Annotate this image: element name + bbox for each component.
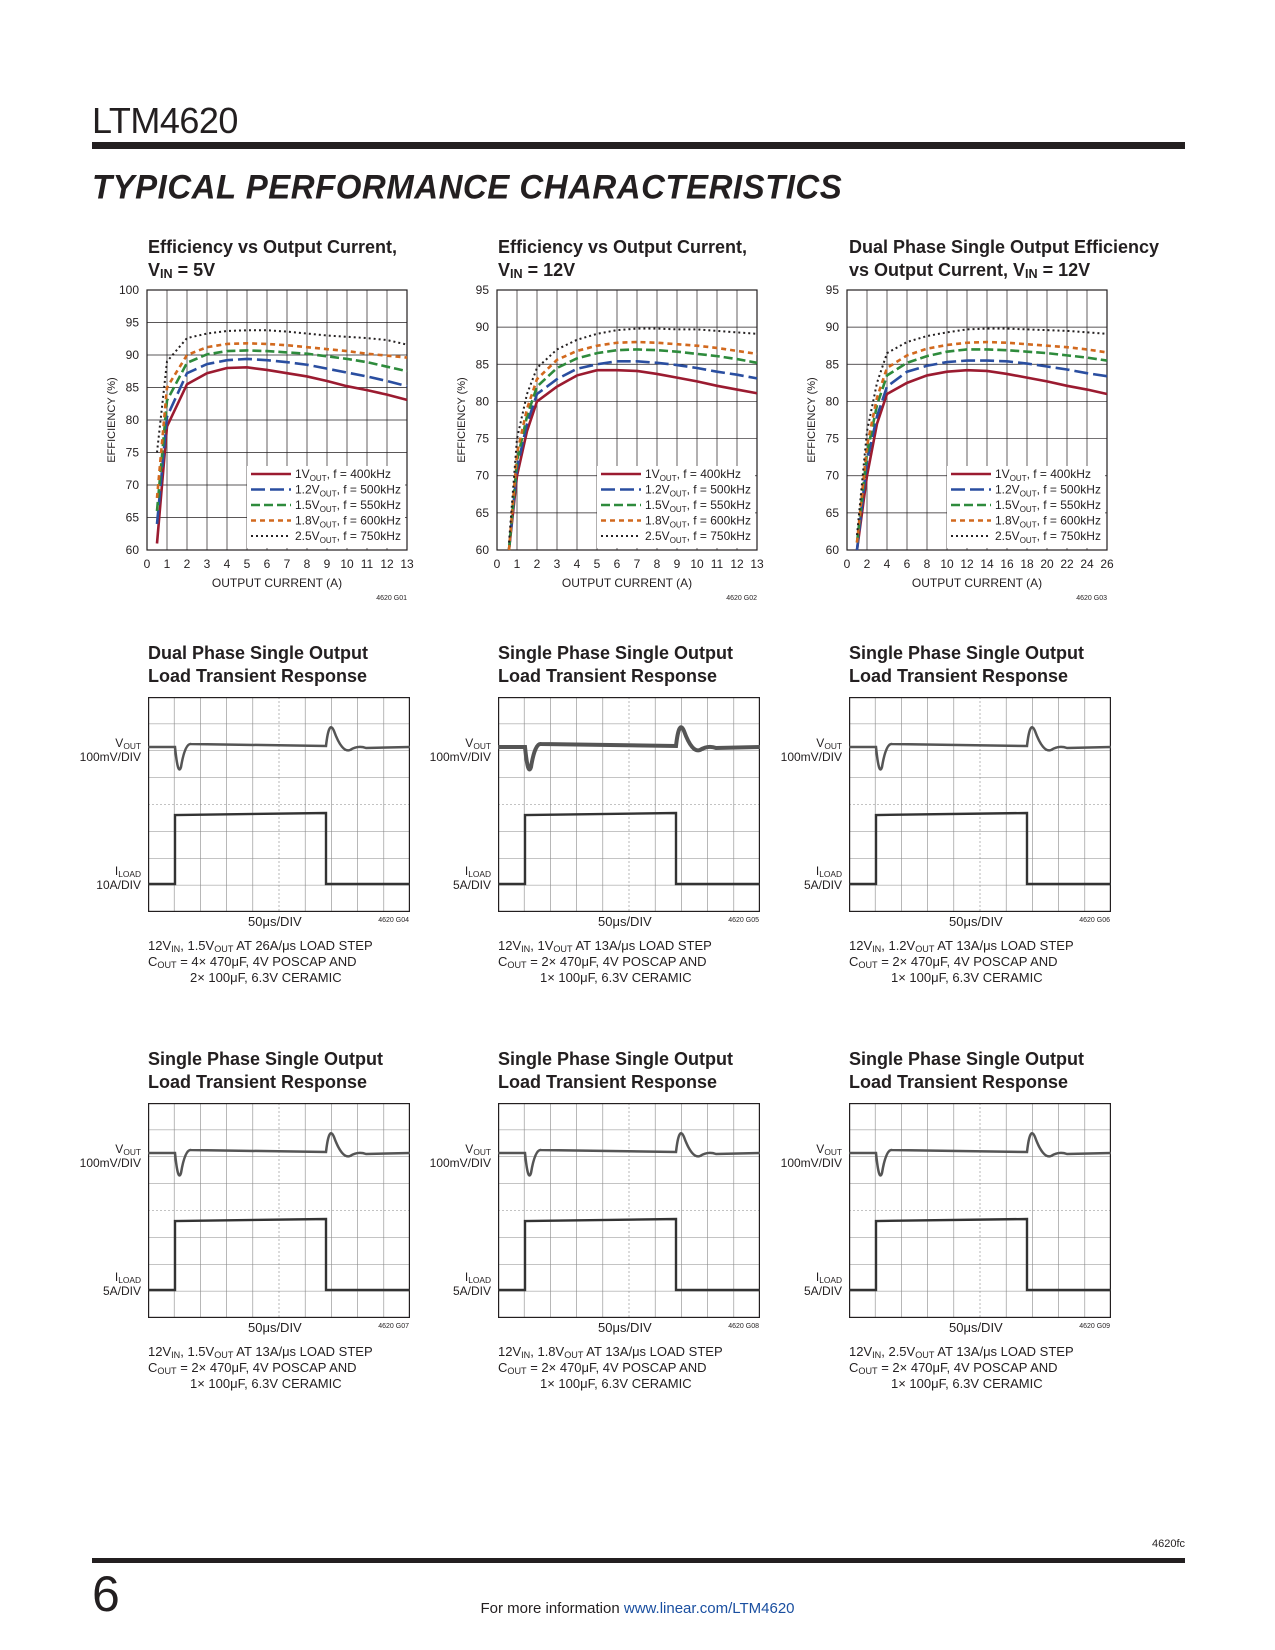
- x-tick-label: 13: [400, 557, 414, 571]
- x-tick-label: 6: [263, 557, 271, 571]
- x-tick-label: 3: [203, 557, 211, 571]
- scope-title-g08: Single Phase Single Output Load Transient Response: [498, 1049, 734, 1092]
- y-tick-label: 75: [125, 445, 139, 460]
- figure-code: 4620 G07: [378, 1323, 409, 1330]
- y-tick-label: 80: [125, 413, 139, 427]
- chart-title-g01: Efficiency vs Output Current, $V_{IN} = 5V$: [148, 237, 398, 281]
- iload-label: $I_{LOAD}$ 5A/DIV: [803, 864, 842, 892]
- y-tick-label: 95: [825, 283, 839, 297]
- y-tick-label: 100: [118, 283, 139, 297]
- footer-info: [0, 1600, 1275, 1617]
- x-axis-label: OUTPUT CURRENT (A): [561, 576, 693, 590]
- timebase-label: 50μs/DIV: [248, 914, 302, 929]
- figure-code: 4620 G03: [1076, 595, 1107, 602]
- x-tick-label: 26: [1100, 557, 1114, 571]
- legend-label: $2.5V_{OUT}$, f = 750kHz: [645, 529, 751, 545]
- x-tick-label: 12: [380, 557, 394, 571]
- y-axis-label: EFFICIENCY (%): [806, 377, 818, 463]
- y-tick-label: 75: [825, 431, 839, 446]
- iload-label: $I_{LOAD}$ 5A/DIV: [803, 1270, 842, 1298]
- scope-title-g05: Single Phase Single Output Load Transient Response: [498, 643, 734, 686]
- legend-label: $2.5V_{OUT}$, f = 750kHz: [995, 529, 1101, 545]
- scope-caption-g07: $12V_{IN}$, $1.5V_{OUT}$ AT 13A/μs LOAD STEP $C_{OUT} = 2\times 470\mu F$, 4V POSCAP AND 1× 100μF, 6.3V CERAMIC: [148, 1344, 373, 1391]
- figure-code: 4620 G08: [728, 1323, 759, 1330]
- legend-label: $1.5V_{OUT}$, f = 550kHz: [995, 498, 1101, 514]
- x-tick-label: 5: [593, 557, 601, 571]
- y-tick-label: 60: [825, 543, 839, 557]
- x-tick-label: 10: [690, 557, 704, 571]
- y-tick-label: 75: [475, 431, 489, 446]
- scope-screen-g05: [498, 697, 760, 912]
- x-tick-label: 0: [143, 557, 151, 571]
- x-tick-label: 8: [303, 557, 311, 571]
- x-tick-label: 10: [340, 557, 354, 571]
- scope-screen-g09: [849, 1103, 1111, 1318]
- scope-caption-g06: $12V_{IN}$, $1.2V_{OUT}$ AT 13A/μs LOAD STEP $C_{OUT} = 2\times 470\mu F$, 4V POSCAP AND 1× 100μF, 6.3V CERAMIC: [849, 938, 1074, 985]
- timebase-label: 50μs/DIV: [949, 1320, 1003, 1335]
- y-tick-label: 80: [825, 394, 839, 409]
- x-tick-label: 6: [613, 557, 621, 571]
- scope-screen-g06: [849, 697, 1111, 912]
- y-axis-label: EFFICIENCY (%): [456, 377, 468, 463]
- figure-code: 4620 G01: [376, 595, 407, 602]
- scope-caption-g09: $12V_{IN}$, $2.5V_{OUT}$ AT 13A/μs LOAD STEP $C_{OUT} = 2\times 470\mu F$, 4V POSCAP AND 1× 100μF, 6.3V CERAMIC: [849, 1344, 1074, 1391]
- x-tick-label: 2: [183, 557, 191, 571]
- x-tick-label: 7: [633, 557, 641, 571]
- y-tick-label: 60: [475, 543, 489, 557]
- x-tick-label: 18: [1020, 557, 1034, 571]
- x-tick-label: 4: [883, 557, 891, 571]
- legend-label: $2.5V_{OUT}$, f = 750kHz: [295, 529, 401, 545]
- x-tick-label: 16: [1000, 557, 1014, 571]
- y-tick-label: 80: [475, 394, 489, 409]
- header-rule: [92, 142, 1185, 149]
- scope-caption-g05: $12V_{IN}$, $1V_{OUT}$ AT 13A/μs LOAD STEP $C_{OUT} = 2\times 470\mu F$, 4V POSCAP AND 1× 100μF, 6.3V CERAMIC: [498, 938, 712, 985]
- figure-code: 4620 G09: [1079, 1323, 1110, 1330]
- x-tick-label: 0: [493, 557, 501, 571]
- legend-label: $1.2V_{OUT}$, f = 500kHz: [645, 482, 751, 499]
- x-tick-label: 8: [653, 557, 661, 571]
- legend-label: $1.8V_{OUT}$, f = 600kHz: [645, 513, 751, 530]
- footer-link[interactable]: www.linear.com/LTM4620: [623, 1600, 795, 1617]
- x-tick-label: 10: [940, 557, 954, 571]
- legend-label: $1V_{OUT}$, f = 400kHz: [995, 467, 1091, 483]
- scope-screen-g04: [148, 697, 410, 912]
- y-tick-label: 90: [825, 320, 839, 335]
- y-tick-label: 65: [125, 510, 139, 525]
- x-tick-label: 4: [573, 557, 581, 571]
- footer-rule: [92, 1558, 1185, 1563]
- scope-screen-g07: [148, 1103, 410, 1318]
- x-tick-label: 1: [513, 557, 521, 571]
- chart-title-g03: Dual Phase Single Output Efficiency vs Output Current, $V_{IN} = 12V$: [849, 237, 1160, 281]
- efficiency-chart-dual-phase: [800, 280, 1130, 610]
- y-tick-label: 95: [475, 283, 489, 297]
- legend-label: $1.5V_{OUT}$, f = 550kHz: [295, 498, 401, 514]
- y-tick-label: 85: [125, 380, 139, 395]
- timebase-label: 50μs/DIV: [248, 1320, 302, 1335]
- scope-title-g09: Single Phase Single Output Load Transient Response: [849, 1049, 1085, 1092]
- figure-code: 4620 G04: [378, 917, 409, 924]
- vout-label: $V_{OUT}$ 100mV/DIV: [79, 1142, 141, 1170]
- x-tick-label: 12: [960, 557, 974, 571]
- figure-code: 4620 G06: [1079, 917, 1110, 924]
- y-tick-label: 85: [825, 357, 839, 372]
- chart-title-g02: Efficiency vs Output Current, $V_{IN} = 12V$: [498, 237, 748, 281]
- y-tick-label: 65: [475, 505, 489, 520]
- vout-label: $V_{OUT}$ 100mV/DIV: [79, 736, 141, 764]
- x-tick-label: 24: [1080, 557, 1094, 571]
- scope-screen-g08: [498, 1103, 760, 1318]
- page-number: 6: [92, 1566, 120, 1622]
- vout-label: $V_{OUT}$ 100mV/DIV: [429, 1142, 491, 1170]
- x-tick-label: 0: [843, 557, 851, 571]
- x-tick-label: 20: [1040, 557, 1054, 571]
- figure-code: 4620 G02: [726, 595, 757, 602]
- legend-label: $1V_{OUT}$, f = 400kHz: [645, 467, 741, 483]
- figure-code: 4620 G05: [728, 917, 759, 924]
- x-tick-label: 11: [360, 557, 374, 571]
- y-tick-label: 90: [125, 348, 139, 362]
- x-tick-label: 8: [923, 557, 931, 571]
- scope-title-g06: Single Phase Single Output Load Transient Response: [849, 643, 1085, 686]
- x-tick-label: 13: [750, 557, 764, 571]
- legend-label: $1.2V_{OUT}$, f = 500kHz: [295, 482, 401, 499]
- x-tick-label: 22: [1060, 557, 1074, 571]
- x-tick-label: 14: [980, 557, 994, 571]
- iload-label: $I_{LOAD}$ 5A/DIV: [452, 864, 491, 892]
- y-tick-label: 70: [475, 468, 489, 483]
- timebase-label: 50μs/DIV: [598, 914, 652, 929]
- x-tick-label: 2: [533, 557, 541, 571]
- x-axis-label: OUTPUT CURRENT (A): [911, 576, 1043, 590]
- iload-label: $I_{LOAD}$ 10A/DIV: [96, 864, 141, 892]
- scope-title-g07: Single Phase Single Output Load Transient Response: [148, 1049, 384, 1092]
- timebase-label: 50μs/DIV: [598, 1320, 652, 1335]
- efficiency-chart-vin-12v: [450, 280, 780, 610]
- x-tick-label: 2: [863, 557, 871, 571]
- scope-title-g04: Dual Phase Single Output Load Transient Response: [148, 643, 369, 686]
- efficiency-chart-vin-5v: [100, 280, 430, 610]
- section-title: TYPICAL PERFORMANCE CHARACTERISTICS: [92, 167, 843, 206]
- vout-label: $V_{OUT}$ 100mV/DIV: [429, 736, 491, 764]
- y-axis-label: EFFICIENCY (%): [106, 377, 118, 463]
- y-tick-label: 90: [475, 320, 489, 335]
- vout-label: $V_{OUT}$ 100mV/DIV: [780, 1142, 842, 1170]
- scope-caption-g08: $12V_{IN}$, $1.8V_{OUT}$ AT 13A/μs LOAD STEP $C_{OUT} = 2\times 470\mu F$, 4V POSCAP AND 1× 100μF, 6.3V CERAMIC: [498, 1344, 723, 1391]
- y-tick-label: 85: [475, 357, 489, 372]
- legend-label: $1V_{OUT}$, f = 400kHz: [295, 467, 391, 483]
- y-tick-label: 95: [125, 315, 139, 330]
- x-tick-label: 1: [163, 557, 171, 571]
- timebase-label: 50μs/DIV: [949, 914, 1003, 929]
- iload-label: $I_{LOAD}$ 5A/DIV: [452, 1270, 491, 1298]
- x-tick-label: 12: [730, 557, 744, 571]
- vout-label: $V_{OUT}$ 100mV/DIV: [780, 736, 842, 764]
- x-tick-label: 6: [903, 557, 911, 571]
- doc-id: 4620fc: [1151, 1538, 1185, 1550]
- y-tick-label: 60: [125, 543, 139, 557]
- x-tick-label: 5: [243, 557, 251, 571]
- y-tick-label: 65: [825, 505, 839, 520]
- x-tick-label: 4: [223, 557, 231, 571]
- x-tick-label: 9: [673, 557, 681, 571]
- x-axis-label: OUTPUT CURRENT (A): [211, 576, 343, 590]
- part-number: LTM4620: [92, 100, 238, 141]
- legend-label: $1.8V_{OUT}$, f = 600kHz: [295, 513, 401, 530]
- y-tick-label: 70: [825, 468, 839, 483]
- x-tick-label: 9: [323, 557, 331, 571]
- footer-text: For more information: [480, 1600, 620, 1617]
- iload-label: $I_{LOAD}$ 5A/DIV: [102, 1270, 141, 1298]
- scope-caption-g04: $12V_{IN}$, $1.5V_{OUT}$ AT 26A/μs LOAD STEP $C_{OUT} = 4\times 470\mu F$, 4V POSCAP AND 2× 100μF, 6.3V CERAMIC: [148, 938, 373, 985]
- x-tick-label: 3: [553, 557, 561, 571]
- legend-label: $1.2V_{OUT}$, f = 500kHz: [995, 482, 1101, 499]
- x-tick-label: 7: [283, 557, 291, 571]
- legend-label: $1.5V_{OUT}$, f = 550kHz: [645, 498, 751, 514]
- y-tick-label: 70: [125, 478, 139, 492]
- legend-label: $1.8V_{OUT}$, f = 600kHz: [995, 513, 1101, 530]
- x-tick-label: 11: [710, 557, 724, 571]
